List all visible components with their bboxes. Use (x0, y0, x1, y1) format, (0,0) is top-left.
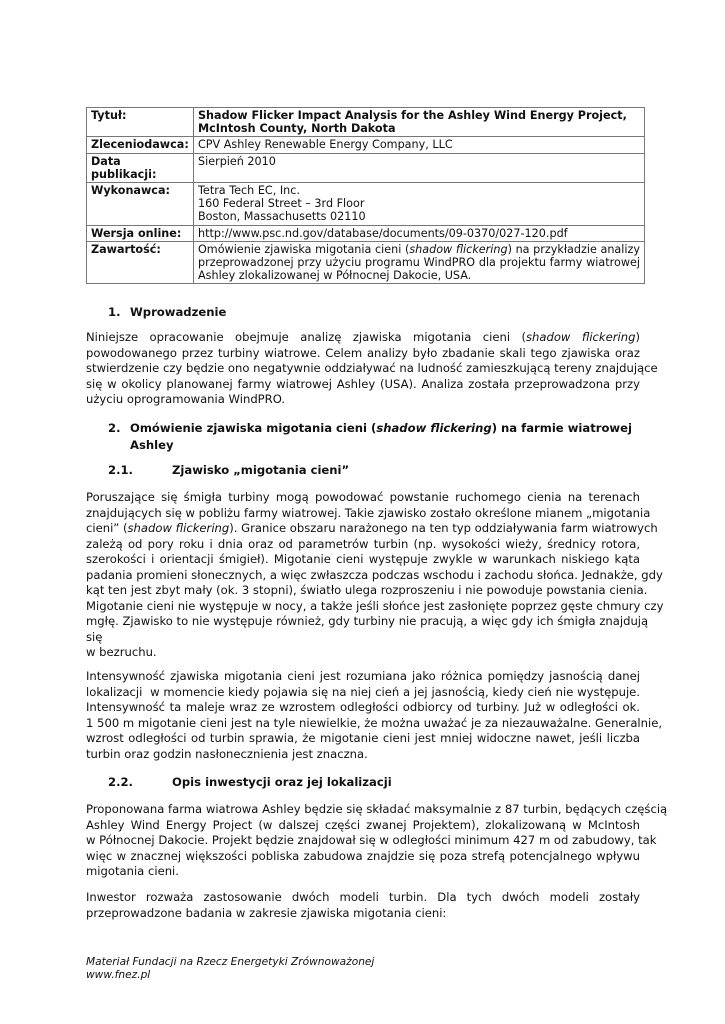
table-row (87, 183, 645, 226)
contents-value (194, 241, 645, 284)
section-2-2-paragraph-2: Inwestor rozważa zastosowanie dwóch modeli turbin. Dla tych dwóch modeli zostały przeprowadzone badania w zakresie zjawiska migotania cieni: (86, 890, 640, 920)
online-url-link[interactable]: http://www.psc.nd.gov/database/documents/09-0370/027-120.pdf (194, 225, 645, 241)
page-footer (86, 956, 374, 982)
contractor-value (194, 183, 645, 226)
section-1-heading: 1. Wprowadzenie (108, 305, 227, 319)
footer-website-link[interactable]: www.fnez.pl (86, 969, 151, 981)
section-2-2-paragraph-1: Proponowana farma wiatrowa Ashley będzie się składać maksymalnie z 87 turbin, będących częścią Ashley Wind Energy Project (w dalszej części zwanej Projektem), zlokalizowaną w McIntosh w Północnej Dakocie. Projekt będzie znajdował się w odległości minimum 427 m od zabudowy, tak więc w znacznej większości pobliska zabudowa znajdzie się poza strefą potencjalnego wpływu migotania cieni. (86, 802, 668, 878)
client-value: CPV Ashley Renewable Energy Company, LLC (194, 137, 645, 153)
contractor-line: Tetra Tech EC, Inc. (198, 184, 300, 198)
date-key-line: publikacji: (91, 167, 157, 181)
table-row (87, 108, 645, 137)
contractor-line: Boston, Massachusetts 02110 (198, 210, 366, 224)
contents-line: przeprowadzonej przy użyciu programu WindPRO dla projektu farmy wiatrowej (198, 256, 640, 270)
table-row (87, 241, 645, 284)
contents-key: Zawartość: (87, 241, 194, 284)
title-line: Shadow Flicker Impact Analysis for the Ashley Wind Energy Project, (198, 109, 627, 122)
contractor-line: 160 Federal Street – 3rd Floor (198, 197, 365, 211)
table-row (87, 225, 645, 241)
table-row (87, 137, 645, 153)
contractor-key: Wykonawca: (87, 183, 194, 226)
section-2-1-paragraph-2: Intensywność zjawiska migotania cieni jest rozumiana jako różnica pomiędzy jasnością danej lokalizacji w momencie kiedy pojawia się na niej cień a jej jasnością, kiedy cień nie występuje. Intensywność ta maleje wraz ze wzrostem odległości odbiorcy od turbiny. Już w odległości ok. 1 500 m migotanie cieni jest na tyle niewielkie, że można uważać je za niezauważalne. Generalnie, wzrost odległości od turbin sprawia, że migotanie cieni jest mniej widoczne nawet, jeśli liczba turbin oraz godzin nasłonecznienia jest znaczna. (86, 669, 663, 761)
footer-organization: Materiał Fundacji na Rzecz Energetyki Zrównoważonej (86, 956, 375, 968)
section-2-heading: 2. Omówienie zjawiska migotania cieni (shadow flickering) na farmie wiatrowej Ashley (108, 421, 632, 452)
client-key: Zleceniodawca: (87, 137, 194, 153)
contents-line: Omówienie zjawiska migotania cieni (shadow flickering) na przykładzie analizy (198, 242, 640, 256)
section-2-1-paragraph-1: Poruszające się śmigła turbiny mogą powodować powstanie ruchomego cienia na terenach znajdujących się w pobliżu farmy wiatrowej. Takie zjawisko zostało określone mianem „migotania cieni” (shadow flickering). Granice obszaru narażonego na ten typ oddziaływania farm wiatrowych zależą od pory roku i dnia oraz od parametrów turbin (np. wysokości wieży, średnicy rotora, szerokości i orientacji śmigieł). Migotanie cieni występuje zwykle w warunkach niskiego kąta padania promieni słonecznych, a więc zwłaszcza podczas wschodu i zachodu słońca. Jednakże, gdy kąt ten jest zbyt mały (ok. 3 stopni), światło ulega rozproszeniu i nie powoduje powstania cienia. Migotanie cieni nie występuje w nocy, a także jeśli słońce jest zasłonięte poprzez gęste chmury czy mgłę. Zjawisko to nie występuje również, gdy turbiny nie pracują, a więc gdy ich śmigła znajdują się w bezruchu. (86, 490, 664, 659)
date-value: Sierpień 2010 (194, 153, 645, 182)
online-key: Wersja online: (87, 225, 194, 241)
section-2-2-heading: 2.2. Opis inwestycji oraz jej lokalizacji (108, 775, 392, 789)
contents-line: Ashley zlokalizowanej w Północnej Dakocie, USA. (198, 269, 472, 283)
title-line: McIntosh County, North Dakota (198, 122, 396, 136)
section-1-paragraph: Niniejsze opracowanie obejmuje analizę zjawiska migotania cieni (shadow flickering) powodowanego przez turbiny wiatrowe. Celem analizy było zbadanie skali tego zjawiska oraz stwierdzenie czy będzie ono negatywnie oddziaływać na ludność zamieszkującą tereny znajdujące się w okolicy planowanej farmy wiatrowej Ashley (USA). Analiza została przeprowadzona przy użyciu oprogramowania WindPRO. (86, 330, 658, 406)
metadata-table (86, 107, 645, 284)
title-key: Tytuł: (87, 108, 194, 137)
date-key (87, 153, 194, 182)
table-row (87, 153, 645, 182)
title-value (194, 108, 645, 137)
section-2-1-heading: 2.1. Zjawisko „migotania cieni” (108, 463, 350, 477)
date-key-line: Data (91, 154, 121, 168)
